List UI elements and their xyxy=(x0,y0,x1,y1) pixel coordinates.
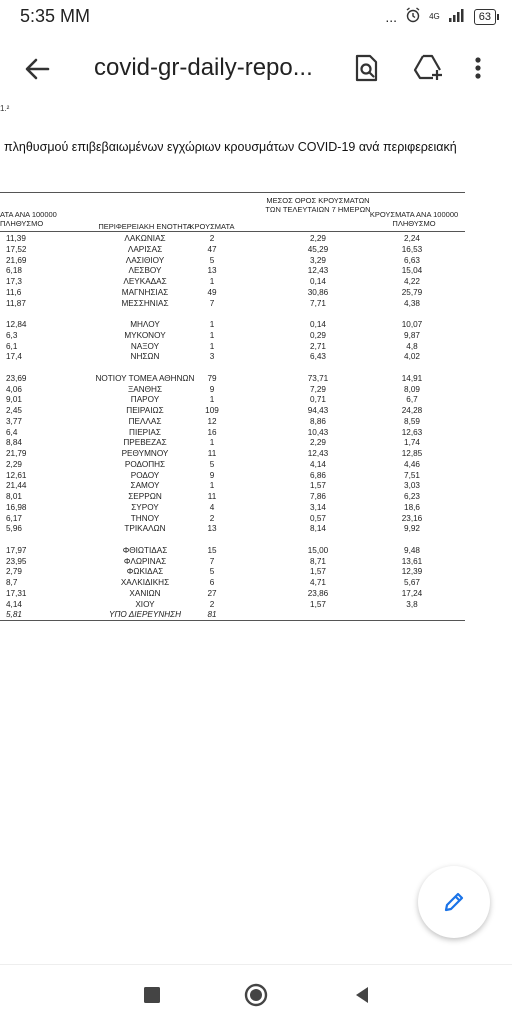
table-row xyxy=(0,514,470,525)
cell-rate-prev: 6,17 xyxy=(6,513,22,523)
cell-rate-prev: 17,97 xyxy=(6,545,27,555)
alarm-icon xyxy=(405,7,421,26)
cell-rate: 4,46 xyxy=(404,459,420,469)
cell-7day-average: 1,57 xyxy=(310,481,326,491)
cell-rate: 8,09 xyxy=(404,384,420,394)
cell-cases: 5 xyxy=(209,567,215,577)
table-bottom-rule xyxy=(0,620,465,621)
cell-7day-average: 7,29 xyxy=(310,384,326,394)
square-icon xyxy=(140,983,164,1007)
cell-region: ΜΥΚΟΝΟΥ xyxy=(124,330,166,340)
table-row xyxy=(0,266,470,277)
table-row xyxy=(0,374,470,385)
cell-cases: 1 xyxy=(209,277,215,286)
header-cases: ΚΡΟΥΣΜΑΤΑ xyxy=(189,222,235,231)
table-row xyxy=(0,460,470,471)
cell-cases: 9 xyxy=(209,470,215,480)
cell-rate-prev: 8,7 xyxy=(6,578,18,587)
table-row xyxy=(0,406,470,417)
table-row xyxy=(0,589,470,600)
cell-rate: 3,8 xyxy=(406,599,418,609)
cell-region: ΛΑΣΙΘΙΟΥ xyxy=(125,255,165,265)
cell-rate: 4,38 xyxy=(404,298,420,308)
cell-7day-average: 0,14 xyxy=(310,320,326,329)
cell-region: ΦΩΚΙΔΑΣ xyxy=(126,567,164,577)
cell-rate-prev: 4,06 xyxy=(6,384,22,394)
system-nav-bar xyxy=(0,964,512,1025)
cell-7day-average: 6,43 xyxy=(310,352,326,362)
table-row xyxy=(0,503,470,514)
battery-icon: 63 xyxy=(474,9,496,25)
cell-cases: 2 xyxy=(209,599,215,609)
cell-rate-prev: 11,87 xyxy=(6,298,26,308)
table-row xyxy=(0,481,470,492)
footnote: 1.² xyxy=(0,104,10,113)
cell-cases: 47 xyxy=(207,244,217,254)
cell-rate-prev: 6,4 xyxy=(6,427,18,437)
cell-cases: 15 xyxy=(207,545,217,555)
cell-rate-prev: 16,98 xyxy=(6,502,27,512)
cell-cases: 13 xyxy=(207,524,217,534)
cell-rate-prev: 4,14 xyxy=(6,599,22,609)
table-row xyxy=(0,256,470,267)
table-row xyxy=(0,385,470,396)
header-rate-prev: ΑΤΑ ΑΝΑ 100000 ΠΛΗΘΥΣΜΟ xyxy=(0,210,57,228)
cell-region: ΣΥΡΟΥ xyxy=(131,502,159,512)
cell-cases: 7 xyxy=(209,298,215,308)
cell-rate: 3,03 xyxy=(404,481,420,491)
cell-rate-prev: 17,3 xyxy=(6,277,22,286)
cell-cases: 12 xyxy=(207,416,217,426)
status-icons xyxy=(385,7,496,26)
cell-rate-prev: 23,95 xyxy=(6,556,27,566)
cell-rate: 25,79 xyxy=(401,287,423,297)
table-row xyxy=(0,449,470,460)
cell-cases: 7 xyxy=(209,556,215,566)
cell-region: ΥΠΟ ΔΙΕΡΕΥΝΗΣΗ xyxy=(109,610,181,620)
table-row xyxy=(0,288,470,299)
cell-7day-average: 4,14 xyxy=(310,459,326,469)
cell-region: ΤΡΙΚΑΛΩΝ xyxy=(124,524,166,534)
status-bar xyxy=(0,0,512,34)
cell-rate-prev: 17,52 xyxy=(6,244,27,254)
cell-rate-prev: 9,01 xyxy=(6,395,22,405)
cell-rate: 8,59 xyxy=(404,416,420,426)
cell-7day-average: 23,86 xyxy=(307,588,329,598)
cell-cases: 2 xyxy=(209,513,215,523)
table-row xyxy=(0,471,470,482)
cell-rate: 18,6 xyxy=(404,502,420,512)
recent-apps-button[interactable] xyxy=(140,983,164,1007)
cell-cases: 5 xyxy=(209,255,215,265)
triangle-back-icon xyxy=(350,983,374,1007)
cell-cases: 6 xyxy=(209,578,215,587)
cell-region: ΛΕΥΚΑΔΑΣ xyxy=(123,277,167,286)
cell-region: ΧΑΛΚΙΔΙΚΗΣ xyxy=(120,578,170,587)
table-row xyxy=(0,277,470,288)
add-to-drive-icon[interactable] xyxy=(412,52,444,84)
cell-rate: 6,7 xyxy=(406,395,418,405)
cell-cases: 1 xyxy=(209,481,215,491)
cell-region: ΧΙΟΥ xyxy=(135,599,155,609)
table-row xyxy=(0,342,470,353)
cell-region: ΠΕΛΛΑΣ xyxy=(128,416,162,426)
cell-7day-average: 0,29 xyxy=(310,330,326,340)
cell-cases: 9 xyxy=(209,384,215,394)
cell-region: ΜΑΓΝΗΣΙΑΣ xyxy=(121,287,169,297)
cell-7day-average: 94,43 xyxy=(307,406,329,415)
cell-cases: 79 xyxy=(207,373,217,383)
cell-cases: 1 xyxy=(209,438,215,448)
cell-rate: 10,07 xyxy=(401,320,423,329)
cell-rate-prev: 5,96 xyxy=(6,524,22,534)
cell-rate: 12,39 xyxy=(401,567,423,577)
cell-region: ΡΟΔΟΠΗΣ xyxy=(124,459,166,469)
cell-rate-prev: 23,69 xyxy=(6,373,27,383)
table-row xyxy=(0,567,470,578)
cell-region: ΧΑΝΙΩΝ xyxy=(129,588,161,598)
cell-rate-prev: 17,31 xyxy=(6,588,27,598)
cell-region: ΣΕΡΡΩΝ xyxy=(128,492,162,501)
cell-region: ΦΘΙΩΤΙΔΑΣ xyxy=(122,545,168,555)
cell-rate: 7,51 xyxy=(404,470,420,480)
cell-7day-average: 8,14 xyxy=(310,524,326,534)
table-row xyxy=(0,395,470,406)
cell-cases: 1 xyxy=(209,395,215,405)
cell-7day-average: 3,29 xyxy=(310,255,326,265)
cell-7day-average: 0,71 xyxy=(310,395,326,405)
cell-region: ΡΟΔΟΥ xyxy=(130,470,160,480)
cell-region: ΠΑΡΟΥ xyxy=(130,395,160,405)
cell-7day-average: 3,14 xyxy=(310,502,326,512)
cell-rate-prev: 11,39 xyxy=(6,234,26,243)
cell-region: ΛΑΡΙΣΑΣ xyxy=(127,244,163,254)
cell-rate: 9,87 xyxy=(404,330,420,340)
cell-rate-prev: 2,29 xyxy=(6,459,22,469)
cell-rate-prev: 2,45 xyxy=(6,406,22,415)
document-title: covid-gr-daily-repo... xyxy=(94,54,313,81)
cell-rate: 16,53 xyxy=(401,244,423,254)
cell-rate-prev: 17,4 xyxy=(6,352,22,362)
cell-rate: 9,92 xyxy=(404,524,420,534)
cell-cases: 4 xyxy=(209,502,215,512)
cell-rate: 15,04 xyxy=(401,266,423,276)
app-bar xyxy=(0,34,512,104)
cell-rate: 9,48 xyxy=(404,545,420,555)
cell-rate: 4,8 xyxy=(406,341,418,351)
cell-7day-average: 12,43 xyxy=(307,449,329,458)
table-row xyxy=(0,600,470,611)
cell-7day-average: 10,43 xyxy=(307,427,329,437)
cell-cases: 11 xyxy=(207,492,217,501)
cell-region: ΞΑΝΘΗΣ xyxy=(127,384,163,394)
cell-cases: 16 xyxy=(207,427,217,437)
cell-7day-average: 0,57 xyxy=(310,513,326,523)
cell-cases: 1 xyxy=(209,320,215,329)
table-row xyxy=(0,417,470,428)
cell-region: ΝΟΤΙΟΥ ΤΟΜΕΑ ΑΘΗΝΩΝ xyxy=(95,373,195,383)
table-row xyxy=(0,299,470,310)
table-row xyxy=(0,352,470,363)
find-in-document-icon[interactable] xyxy=(350,52,382,84)
cell-region: ΠΡΕΒΕΖΑΣ xyxy=(123,438,167,448)
circle-icon xyxy=(244,983,268,1007)
cell-region: ΝΗΣΩΝ xyxy=(130,352,160,362)
cell-cases: 1 xyxy=(209,341,215,351)
cell-region: ΠΙΕΡΙΑΣ xyxy=(129,427,161,437)
cell-rate: 13,61 xyxy=(401,556,423,566)
cell-cases: 49 xyxy=(207,287,217,297)
signal-icon xyxy=(448,8,466,25)
cell-rate-prev: 6,3 xyxy=(6,330,18,340)
home-button[interactable] xyxy=(244,983,268,1007)
table-row xyxy=(0,320,470,331)
back-arrow-icon[interactable] xyxy=(22,54,52,84)
cell-region: ΜΗΛΟΥ xyxy=(130,320,160,329)
cell-region: ΜΕΣΣΗΝΙΑΣ xyxy=(121,298,169,308)
cell-rate-prev: 2,79 xyxy=(6,567,22,577)
cell-rate: 14,91 xyxy=(401,373,423,383)
network-label: 4G xyxy=(429,12,440,21)
header-region: ΠΕΡΙΦΕΡΕΙΑΚΗ ΕΝΟΤΗΤΑ xyxy=(98,222,192,231)
table-row xyxy=(0,331,470,342)
cell-rate-prev: 21,44 xyxy=(6,481,27,491)
cell-rate-prev: 8,01 xyxy=(6,492,22,501)
cell-region: ΤΗΝΟΥ xyxy=(130,513,160,523)
cell-rate: 17,24 xyxy=(401,588,423,598)
pencil-icon xyxy=(442,890,466,914)
cell-7day-average: 1,57 xyxy=(310,567,326,577)
cell-rate: 12,85 xyxy=(401,449,423,458)
table-row xyxy=(0,578,470,589)
table-row xyxy=(0,557,470,568)
cell-rate: 5,67 xyxy=(404,578,420,587)
document-heading: πληθυσμού επιβεβαιωμένων εγχώριων κρουσμάτων COVID-19 ανά περιφερειακή xyxy=(4,140,457,154)
more-options-icon[interactable] xyxy=(470,52,486,84)
cell-cases: 109 xyxy=(205,406,219,415)
cell-cases: 13 xyxy=(207,266,217,276)
cell-cases: 81 xyxy=(207,610,217,620)
header-7day-average: ΜΕΣΟΣ ΟΡΟΣ ΚΡΟΥΣΜΑΤΩΝ ΤΩΝ ΤΕΛΕΥΤΑΙΩΝ 7 ΗΜΕΡΩΝ xyxy=(265,196,371,214)
cell-7day-average: 15,00 xyxy=(307,545,329,555)
cell-rate-prev: 12,84 xyxy=(6,320,27,329)
cell-7day-average: 2,29 xyxy=(310,234,326,243)
cell-7day-average: 4,71 xyxy=(310,578,326,587)
edit-fab-button[interactable] xyxy=(418,866,490,938)
cell-7day-average: 2,29 xyxy=(310,438,326,448)
cell-cases: 27 xyxy=(207,588,217,598)
cell-region: ΛΑΚΩΝΙΑΣ xyxy=(124,234,166,243)
cell-7day-average: 8,71 xyxy=(310,556,326,566)
cell-7day-average: 1,57 xyxy=(310,599,326,609)
cell-cases: 5 xyxy=(209,459,215,469)
cell-7day-average: 12,43 xyxy=(307,266,329,276)
cell-7day-average: 6,86 xyxy=(310,470,326,480)
back-button[interactable] xyxy=(350,983,374,1007)
table-row xyxy=(0,428,470,439)
header-bottom-rule xyxy=(0,231,465,232)
cell-region: ΛΕΣΒΟΥ xyxy=(128,266,162,276)
cell-rate: 12,63 xyxy=(401,427,423,437)
cell-7day-average: 30,86 xyxy=(307,287,329,297)
header-rate: ΚΡΟΥΣΜΑΤΑ ΑΝΑ 100000 ΠΛΗΘΥΣΜΟ xyxy=(369,210,459,228)
document-page xyxy=(0,104,512,964)
cell-7day-average: 8,86 xyxy=(310,416,326,426)
table-row xyxy=(0,245,470,256)
cell-rate-prev: 6,18 xyxy=(6,266,22,276)
table-row xyxy=(0,492,470,503)
cell-rate: 24,28 xyxy=(401,406,423,415)
cell-rate: 1,74 xyxy=(404,438,420,448)
table-top-rule xyxy=(0,192,465,193)
cell-rate: 6,63 xyxy=(404,255,420,265)
cell-cases: 3 xyxy=(209,352,215,362)
cell-rate-prev: 21,69 xyxy=(6,255,27,265)
cell-rate: 2,24 xyxy=(404,234,420,243)
cell-rate: 4,22 xyxy=(404,277,420,286)
cell-7day-average: 73,71 xyxy=(307,373,329,383)
cell-region: ΠΕΙΡΑΙΩΣ xyxy=(126,406,164,415)
cell-rate-prev: 3,77 xyxy=(6,416,22,426)
cell-cases: 11 xyxy=(207,449,217,458)
cell-region: ΝΑΞΟΥ xyxy=(130,341,160,351)
cell-region: ΣΑΜΟΥ xyxy=(130,481,160,491)
cell-7day-average: 7,71 xyxy=(310,298,326,308)
cell-region: ΦΛΩΡΙΝΑΣ xyxy=(123,556,167,566)
cell-rate-prev: 12,61 xyxy=(6,470,27,480)
cell-rate-prev: 21,79 xyxy=(6,449,27,458)
table-row xyxy=(0,234,470,245)
cell-rate-prev: 5,81 xyxy=(6,610,22,620)
cell-cases: 1 xyxy=(209,330,215,340)
cell-cases: 2 xyxy=(209,234,215,243)
cell-region: ΡΕΘΥΜΝΟΥ xyxy=(121,449,169,458)
status-time: 5:35 MM xyxy=(20,6,91,26)
cell-7day-average: 7,86 xyxy=(310,492,326,501)
table-row xyxy=(0,438,470,449)
table-row xyxy=(0,524,470,535)
cell-rate: 4,02 xyxy=(404,352,420,362)
more-dots-icon: ... xyxy=(385,8,398,25)
table-row xyxy=(0,546,470,557)
cell-rate-prev: 6,1 xyxy=(6,341,18,351)
cell-rate-prev: 8,84 xyxy=(6,438,22,448)
cell-7day-average: 45,29 xyxy=(307,244,329,254)
cell-rate-prev: 11,6 xyxy=(6,287,22,297)
cell-rate: 23,16 xyxy=(401,513,423,523)
cell-rate: 6,23 xyxy=(404,492,420,501)
cell-7day-average: 2,71 xyxy=(310,341,326,351)
cell-7day-average: 0,14 xyxy=(310,277,326,286)
